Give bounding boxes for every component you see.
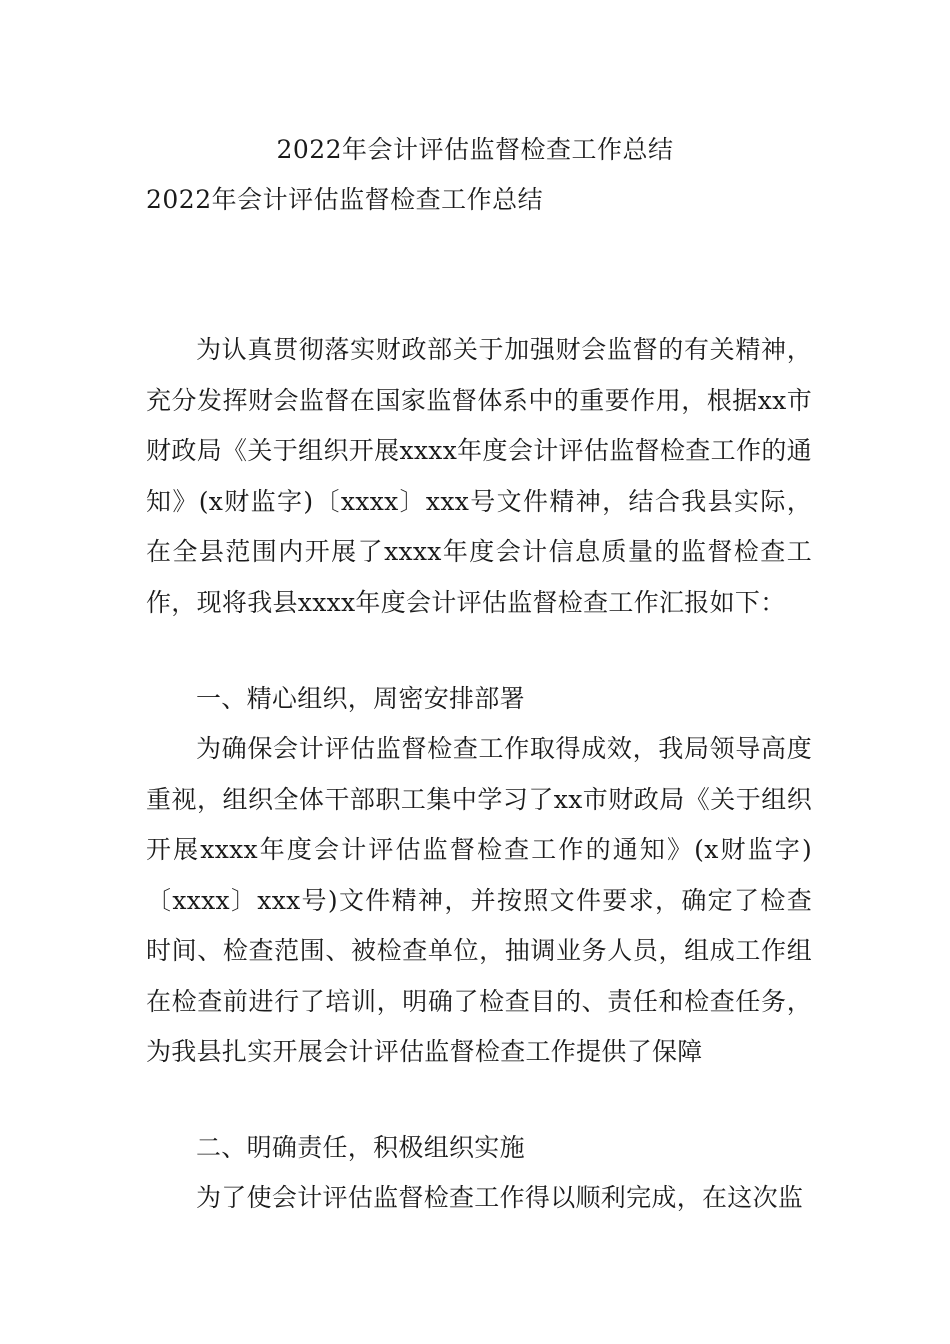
section-1-paragraph: 为确保会计评估监督检查工作取得成效，我局领导高度重视，组织全体干部职工集中学习了xx市财政局《关于组织开展xxxx年度会计评估监督检查工作的通知》(x财监字)〔xxxx〕xxx号)文件精神，并按照文件要求，确定了检查时间、检查范围、被检查单位，抽调业务人员，组成工作组在检查前进行了培训，明确了检查目的、责任和检查任务，为我县扎实开展会计评估监督检查工作提供了保障: [146, 734, 812, 1066]
intro-paragraph: 为认真贯彻落实财政部关于加强财会监督的有关精神，充分发挥财会监督在国家监督体系中的重要作用，根据xx市财政局《关于组织开展xxxx年度会计评估监督检查工作的通知》(x财监字)〔xxxx〕xxx号文件精神，结合我县实际，在全县范围内开展了xxxx年度会计信息质量的监督检查工作，现将我县xxxx年度会计评估监督检查工作汇报如下：: [146, 335, 812, 617]
document-subtitle: 2022年会计评估监督检查工作总结: [146, 185, 544, 214]
document-title: 2022年会计评估监督检查工作总结: [276, 135, 674, 164]
section-1-heading: 一、精心组织，周密安排部署: [196, 684, 525, 713]
section-2-paragraph: 为了使会计评估监督检查工作得以顺利完成，在这次监: [196, 1183, 804, 1212]
section-2-heading: 二、明确责任，积极组织实施: [196, 1133, 525, 1162]
